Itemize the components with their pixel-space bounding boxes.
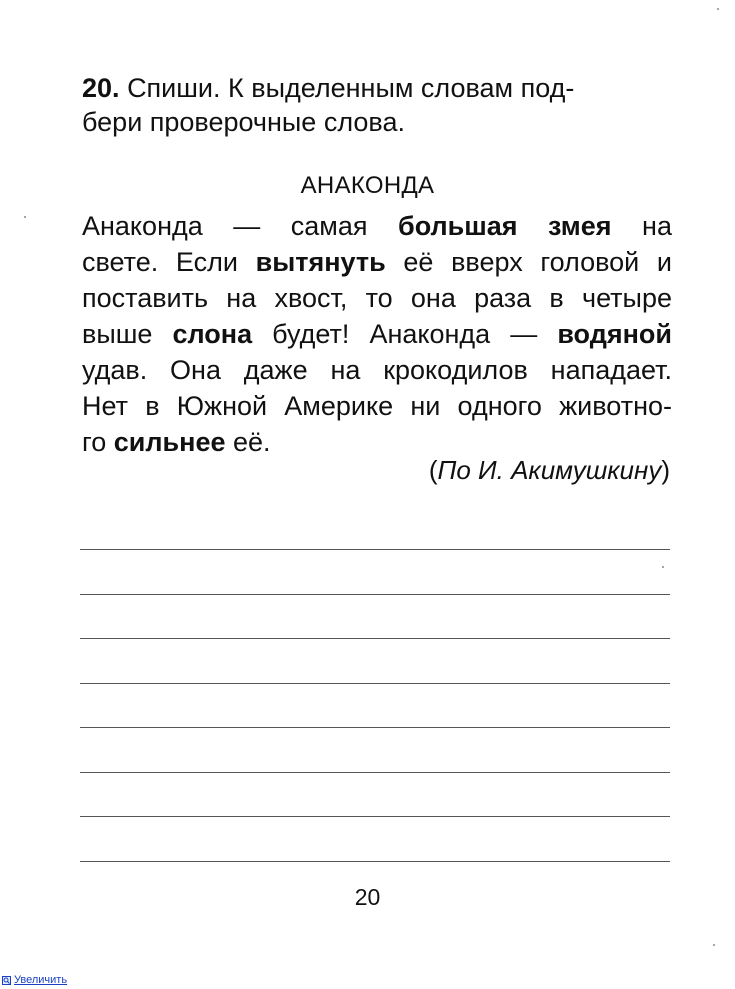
writing-line [80, 772, 670, 773]
author-paren-open: ( [428, 455, 438, 485]
story-line [82, 352, 672, 388]
story-fragment: го [82, 427, 114, 457]
story-fragment: её вверх головой и [385, 247, 672, 277]
story-fragment: на [611, 211, 672, 241]
scan-speck [713, 944, 715, 946]
story-title: АНАКОНДА [300, 172, 435, 199]
story-fragment: поставить на хвост, то она раза в четыре [82, 283, 672, 313]
page-number: 20 [354, 884, 381, 910]
story-fragment: Анаконда — самая [82, 211, 399, 241]
writing-line [80, 683, 670, 684]
task-text-line-2: бери проверочные слова. [82, 107, 405, 137]
story-line [82, 244, 672, 280]
writing-line [80, 816, 670, 817]
story-fragment: её. [225, 427, 271, 457]
story-fragment: Нет в Южной Америке ни одного животно- [82, 391, 672, 421]
highlighted-word: слона [172, 319, 253, 349]
writing-line [80, 594, 670, 595]
story-author [82, 454, 670, 486]
writing-line [80, 549, 670, 550]
author-name: По И. Акимушкину [437, 455, 662, 485]
writing-line [80, 727, 670, 728]
scan-speck [24, 216, 26, 218]
story-line [82, 316, 672, 352]
enlarge-label[interactable]: Увеличить [14, 974, 68, 986]
story-fragment: выше [82, 319, 173, 349]
story-fragment: свете. Если [82, 247, 256, 277]
writing-line [80, 638, 670, 639]
task-number: 20. [82, 73, 120, 103]
story-line [82, 388, 672, 424]
story-fragment: будет! Анаконда — [252, 319, 558, 349]
story-text [82, 208, 672, 460]
highlighted-word: сильнее [113, 427, 226, 457]
task-instruction [82, 71, 672, 139]
story-line [82, 208, 672, 244]
writing-line [80, 861, 670, 862]
highlighted-word: большая змея [398, 211, 612, 241]
enlarge-link[interactable] [2, 974, 67, 986]
author-paren-close: ) [661, 455, 670, 485]
story-fragment: удав. Она даже на крокодилов нападает. [82, 355, 672, 385]
magnifier-icon [2, 976, 11, 985]
highlighted-word: водяной [557, 319, 672, 349]
story-line [82, 280, 672, 316]
scan-speck [662, 566, 664, 568]
highlighted-word: вытянуть [255, 247, 386, 277]
writing-lines [80, 549, 670, 905]
task-text-line-1: Спиши. К выделенным словам под- [127, 73, 575, 103]
scan-speck [717, 8, 719, 10]
